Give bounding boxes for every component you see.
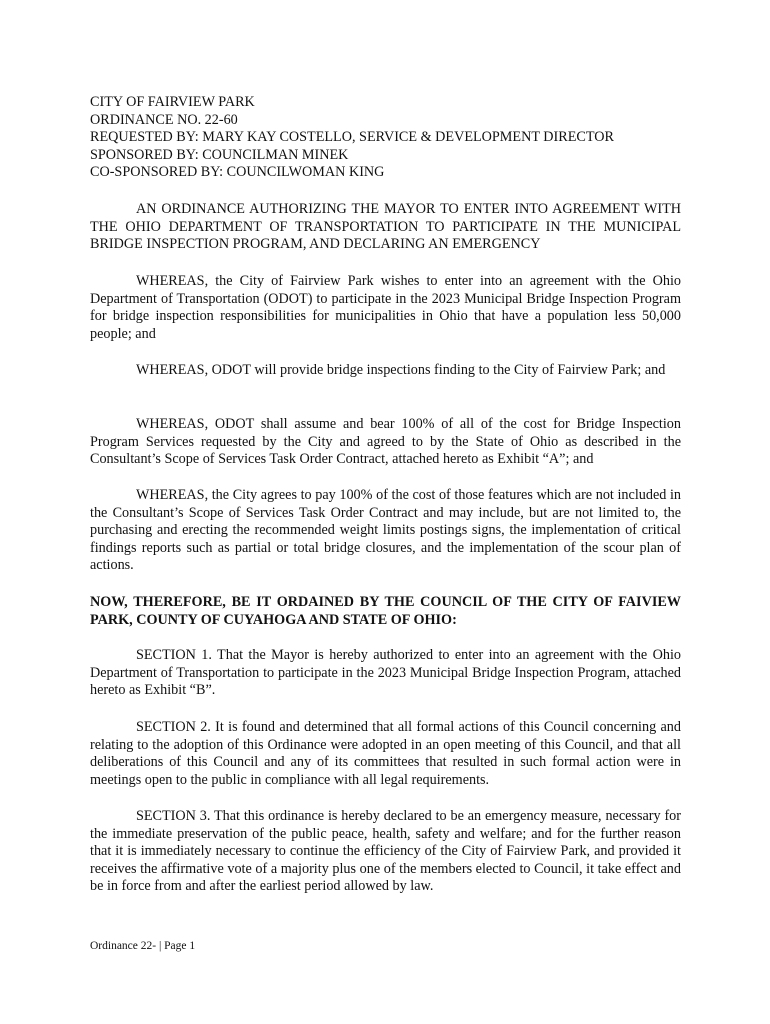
requested-by: REQUESTED BY: MARY KAY COSTELLO, SERVICE & DEVELOPMENT DIRECTOR (90, 129, 614, 146)
whereas-paragraph-2: WHEREAS, ODOT will provide bridge inspections finding to the City of Fairview Park; and (136, 362, 666, 378)
page-footer: Ordinance 22- | Page 1 (90, 940, 196, 952)
whereas-paragraph-1: WHEREAS, the City of Fairview Park wishes to enter into an agreement with the Ohio Department of Transportation (ODOT) to participate in the 2023 Municipal Bridge Inspection Program for bridge inspection responsibilities for municipalities in Ohio that have a population less 50,000 people; and (90, 273, 681, 342)
section-3: SECTION 3. That this ordinance is hereby declared to be an emergency measure, necessary for the immediate preservation of the public peace, health, safety and welfare; and for the further reason that it is immediately necessary to continue the efficiency of the City of Fairview Park, and provided it receives the affirmative vote of a majority plus one of the members elected to Council, it take effect and be in force from and after the earliest period allowed by law. (90, 808, 681, 895)
ordained-clause: NOW, THEREFORE, BE IT ORDAINED BY THE COUNCIL OF THE CITY OF FAIVIEW PARK, COUNTY OF CUYAHOGA AND STATE OF OHIO: (90, 594, 681, 628)
whereas-paragraph-4: WHEREAS, the City agrees to pay 100% of the cost of those features which are not included in the Consultant’s Scope of Services Task Order Contract and may include, but are not limited to, the purchasing and erecting the recommended weight limits postings signs, the implementation of critical findings reports such as partial or total bridge closures, and the implementation of the scour plan of actions. (90, 487, 681, 574)
section-2: SECTION 2. It is found and determined that all formal actions of this Council concerning and relating to the adoption of this Ordinance were adopted in an open meeting of this Council, and that all deliberations of this Council and any of its committees that resulted in such formal action were in meetings open to the public in compliance with all legal requirements. (90, 719, 681, 788)
sponsored-by: SPONSORED BY: COUNCILMAN MINEK (90, 146, 349, 163)
ordinance-number: ORDINANCE NO. 22-60 (90, 111, 238, 128)
whereas-paragraph-3: WHEREAS, ODOT shall assume and bear 100% of all of the cost for Bridge Inspection Program Services requested by the City and agreed to by the State of Ohio as described in the Consultant’s Scope of Services Task Order Contract, attached hereto as Exhibit “A”; and (90, 416, 681, 468)
document-header (90, 94, 690, 182)
ordinance-title: AN ORDINANCE AUTHORIZING THE MAYOR TO ENTER INTO AGREEMENT WITH THE OHIO DEPARTMENT OF TRANSPORTATION TO PARTICIPATE IN THE MUNICIPAL BRIDGE INSPECTION PROGRAM, AND DECLARING AN EMERGENCY (90, 201, 681, 253)
section-1: SECTION 1. That the Mayor is hereby authorized to enter into an agreement with the Ohio Department of Transportation to participate in the 2023 Municipal Bridge Inspection Program, attached hereto as Exhibit “B”. (90, 647, 681, 699)
cosponsored-by: CO-SPONSORED BY: COUNCILWOMAN KING (90, 164, 385, 181)
city-name: CITY OF FAIRVIEW PARK (90, 94, 255, 110)
